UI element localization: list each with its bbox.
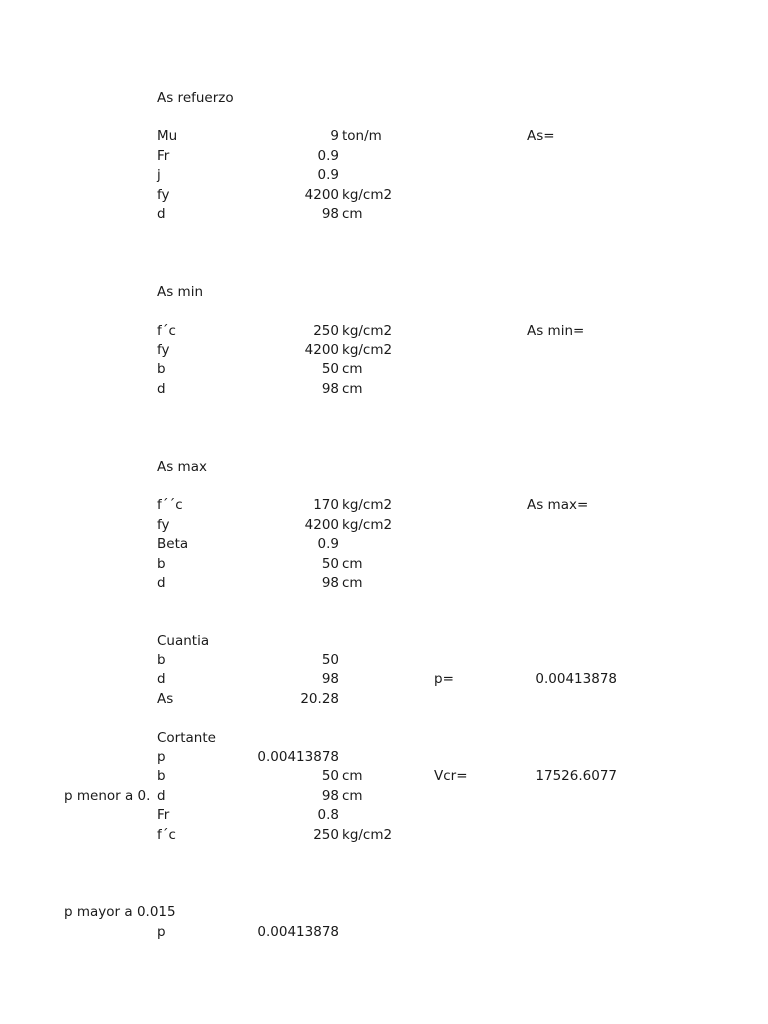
cell-label: d [157, 788, 166, 804]
cell-unit: cm [342, 575, 363, 591]
cell-unit: kg/cm2 [342, 517, 393, 533]
section-title: As refuerzo [157, 90, 234, 106]
cell-unit: kg/cm2 [342, 497, 393, 513]
cell-unit: cm [342, 768, 363, 784]
cell-value: 0.9 [317, 536, 339, 552]
cell-value: 98 [321, 381, 339, 397]
cell-value: 4200 [304, 517, 339, 533]
cell-label: f´´c [157, 497, 183, 513]
as-refuerzo-row [0, 186, 768, 205]
section-title: Cuantia [157, 633, 210, 649]
cell-value: 98 [321, 206, 339, 222]
cuantia-title-row [0, 632, 768, 651]
cell-value: 9 [330, 128, 339, 144]
cell-label: f´c [157, 827, 176, 843]
as-refuerzo-title-row [0, 89, 768, 108]
cell-label: p [157, 924, 166, 940]
section-title: As max [157, 459, 207, 475]
cuantia-row [0, 651, 768, 670]
as-refuerzo-row [0, 166, 768, 185]
side-note: p menor a 0. [64, 788, 151, 804]
cell-value: 4200 [304, 342, 339, 358]
as-min-row [0, 380, 768, 399]
cell-label: b [157, 768, 166, 784]
as-max-row [0, 555, 768, 574]
cell-unit: cm [342, 361, 363, 377]
cell-unit: cm [342, 206, 363, 222]
cortante-row [0, 806, 768, 825]
cell-value: 0.00413878 [257, 924, 339, 940]
cell-value: 50 [321, 652, 339, 668]
section-title: Cortante [157, 730, 216, 746]
cortante-title-row [0, 729, 768, 748]
result-label: As= [527, 128, 555, 144]
p-mayor-note-row [0, 903, 768, 922]
cell-label: Fr [157, 148, 170, 164]
cell-label: p [157, 749, 166, 765]
cell-label: d [157, 206, 166, 222]
side-note: p mayor a 0.015 [64, 904, 176, 920]
cell-label: f´c [157, 323, 176, 339]
cell-label: fy [157, 517, 170, 533]
cell-value: 98 [321, 788, 339, 804]
cell-label: Fr [157, 807, 170, 823]
cell-unit: kg/cm2 [342, 187, 393, 203]
as-min-row [0, 341, 768, 360]
result-label: As max= [527, 497, 589, 513]
cell-value: 50 [321, 768, 339, 784]
as-min-title-row [0, 283, 768, 302]
cell-label: fy [157, 187, 170, 203]
cell-value: 0.8 [317, 807, 339, 823]
p-mayor-row [0, 923, 768, 942]
cell-label: b [157, 361, 166, 377]
cell-value: 50 [321, 361, 339, 377]
cortante-row [0, 767, 768, 786]
cell-label: b [157, 556, 166, 572]
cortante-row [0, 787, 768, 806]
cell-value: 0.9 [317, 167, 339, 183]
cell-value: 0.9 [317, 148, 339, 164]
as-refuerzo-row [0, 147, 768, 166]
result-label: p= [434, 671, 454, 687]
cell-unit: cm [342, 788, 363, 804]
result-value: 0.00413878 [535, 671, 617, 687]
as-min-row [0, 322, 768, 341]
cell-label: Beta [157, 536, 189, 552]
cell-value: 170 [313, 497, 339, 513]
as-max-row [0, 516, 768, 535]
as-max-title-row [0, 458, 768, 477]
as-max-row [0, 535, 768, 554]
cell-value: 98 [321, 671, 339, 687]
cell-unit: kg/cm2 [342, 827, 393, 843]
as-max-row [0, 496, 768, 515]
cell-value: 50 [321, 556, 339, 572]
cell-label: j [157, 167, 161, 183]
result-label: As min= [527, 323, 585, 339]
cell-value: 0.00413878 [257, 749, 339, 765]
cell-value: 250 [313, 827, 339, 843]
cuantia-row [0, 670, 768, 689]
section-title: As min [157, 284, 204, 300]
cell-value: 4200 [304, 187, 339, 203]
result-value: 17526.6077 [535, 768, 617, 784]
cell-unit: cm [342, 556, 363, 572]
cell-value: 20.28 [300, 691, 339, 707]
cell-unit: kg/cm2 [342, 342, 393, 358]
as-min-row [0, 360, 768, 379]
cell-value: 98 [321, 575, 339, 591]
cell-label: d [157, 575, 166, 591]
as-refuerzo-row [0, 205, 768, 224]
cell-label: Mu [157, 128, 178, 144]
cuantia-row [0, 690, 768, 709]
cell-label: fy [157, 342, 170, 358]
cell-label: b [157, 652, 166, 668]
cell-unit: kg/cm2 [342, 323, 393, 339]
cell-unit: ton/m [342, 128, 382, 144]
cortante-row [0, 826, 768, 845]
cell-label: d [157, 671, 166, 687]
result-label: Vcr= [434, 768, 468, 784]
as-max-row [0, 574, 768, 593]
cortante-row [0, 748, 768, 767]
cell-label: d [157, 381, 166, 397]
cell-label: As [157, 691, 174, 707]
cell-unit: cm [342, 381, 363, 397]
cell-value: 250 [313, 323, 339, 339]
as-refuerzo-row [0, 127, 768, 146]
